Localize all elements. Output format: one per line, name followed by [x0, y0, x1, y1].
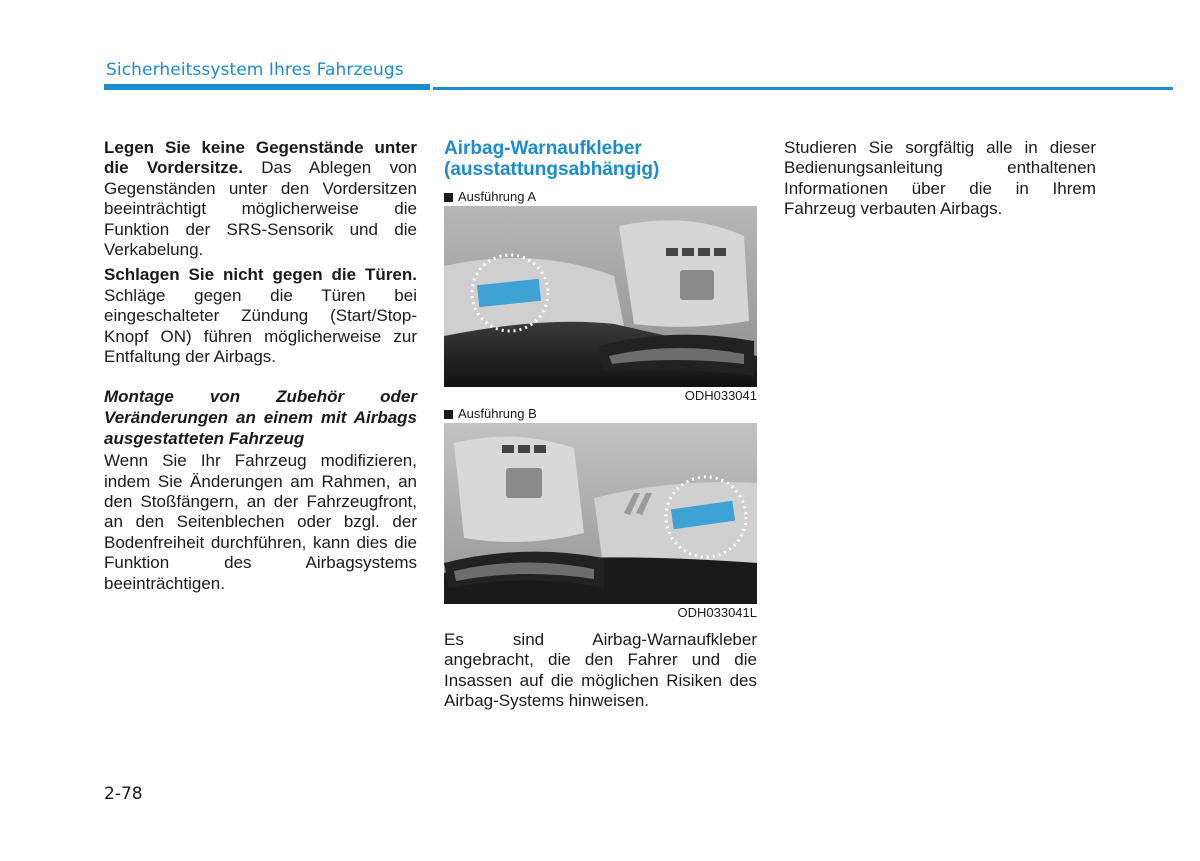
paragraph-seats: [104, 138, 417, 260]
figure-a-label-text: Ausführung A: [458, 189, 537, 204]
left-column: [104, 138, 417, 594]
figure-a-label: [444, 188, 757, 206]
figure-b-label-text: Ausführung B: [458, 406, 537, 421]
figure-version-a: [444, 188, 757, 405]
paragraph-seats-text: Das Ablegen von Gegenständen unter den Vordersitzen beeinträchtigt möglicherweise die Funktion der SRS-Sensorik und die Verkabelung.: [104, 158, 417, 260]
right-column: [784, 138, 1096, 220]
square-bullet-icon: [444, 410, 453, 419]
figure-b-image: [444, 423, 757, 604]
paragraph-doors-bold: Schlagen Sie nicht gegen die Türen.: [104, 265, 417, 285]
figure-a-image: [444, 206, 757, 387]
warning-labels-caption: Es sind Airbag-Warnaufkleber angebracht, die den Fahrer und die Insassen auf die möglichen Risiken des Airbag-Systems hinweisen.: [444, 630, 757, 711]
subheading-accessories: Montage von Zubehör oder Veränderungen an einem mit Airbags ausgestatteten Fahrzeug: [104, 387, 417, 448]
figure-a-code: ODH033041: [684, 388, 757, 403]
section-header-title: Sicherheitssystem Ihres Fahrzeugs: [106, 60, 404, 80]
section-title-warning-labels: Airbag-Warnaufkleber (ausstattungsabhängig): [444, 138, 660, 180]
figure-b-label: [444, 405, 757, 423]
paragraph-doors-text: Schläge gegen die Türen bei eingeschalteter Zündung (Start/Stop-Knopf ON) führen möglicherweise zur Entfaltung der Airbags.: [104, 285, 417, 367]
paragraph-seats-bold: Legen Sie keine Gegenstände unter die Vordersitze.: [104, 138, 417, 178]
figure-version-b: [444, 405, 757, 622]
header-rule-thin: [433, 87, 1173, 90]
page-number: 2-78: [104, 784, 143, 804]
paragraph-doors: [104, 265, 417, 367]
square-bullet-icon: [444, 193, 453, 202]
paragraph-modifications: Wenn Sie Ihr Fahrzeug modifizieren, indem Sie Änderungen am Rahmen, an den Stoßfängern, an der Fahrzeugfront, an den Seitenblechen oder bzgl. der Bodenfreiheit durchführen, kann dies die Funktion des Airbagsystems beeinträchtigen.: [104, 451, 417, 593]
paragraph-study-manual: Studieren Sie sorgfältig alle in dieser Bedienungsanleitung enthaltenen Informationen über die in Ihrem Fahrzeug verbauten Airbags.: [784, 138, 1096, 219]
middle-column: [444, 138, 757, 712]
figure-b-code: ODH033041L: [677, 605, 757, 620]
header-rule-thick: [104, 84, 430, 90]
